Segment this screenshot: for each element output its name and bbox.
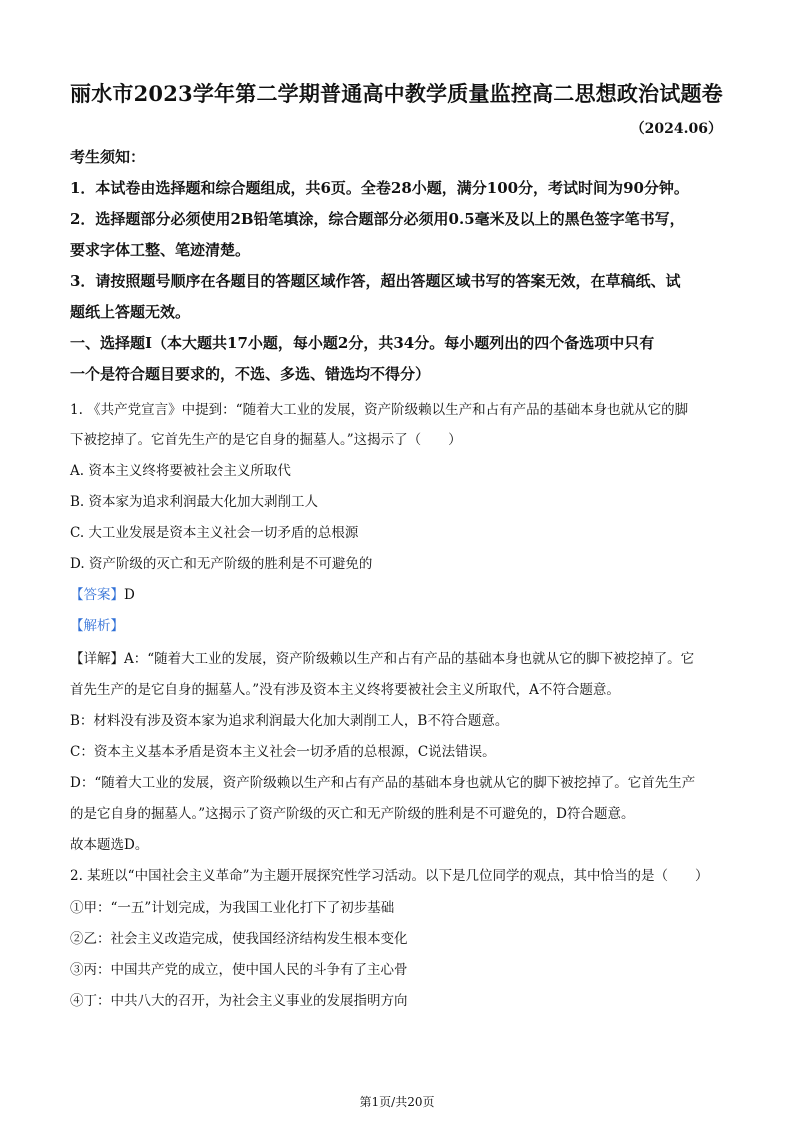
q2-stem: 2. 某班以“中国社会主义革命”为主题开展探究性学习活动。以下是几位同学的观点，其中恰当的是（ ） (70, 868, 709, 884)
q1-stem-line-2: 下被挖掉了。它首先生产的是它自身的掘墓人。”这揭示了（ ） (70, 432, 462, 448)
q1-stem-line-1: 1. 《共产党宣言》中提到：“随着大工业的发展，资产阶级赖以生产和占有产品的基础本身也就从它的脚 (70, 402, 689, 418)
answer-tag: 【答案】 (70, 587, 124, 603)
q1-detail-b: B：材料没有涉及资本家为追求利润最大化加大剥削工人，B不符合题意。 (70, 713, 509, 729)
q1-detail-d-line-2: 的是它自身的掘墓人。”这揭示了资产阶级的灭亡和无产阶级的胜利是不可避免的，D符合题意。 (70, 806, 635, 822)
q1-option-b: B. 资本家为追求利润最大化加大剥削工人 (70, 494, 319, 510)
q1-option-d: D. 资产阶级的灭亡和无产阶级的胜利是不可避免的 (70, 556, 373, 572)
notice-item-3-line-2: 题纸上答题无效。 (70, 303, 191, 321)
q2-item-4: ④丁：中共八大的召开，为社会主义事业的发展指明方向 (70, 993, 408, 1009)
notice-item-3-line-1: 3．请按照题号顺序在各题目的答题区域作答，超出答题区域书写的答案无效，在草稿纸、试 (70, 272, 681, 290)
q1-conclusion: 故本题选D。 (70, 837, 149, 853)
exam-title: 丽水市2023学年第二学期普通高中教学质量监控高二思想政治试题卷 (70, 81, 723, 106)
q2-item-3: ③丙：中国共产党的成立，使中国人民的斗争有了主心骨 (70, 962, 408, 978)
notice-heading: 考生须知： (70, 148, 146, 166)
q1-detail-a-line-1 (70, 647, 730, 667)
answer-value: D (124, 587, 135, 603)
page-indicator: 第1页/共20页 (359, 1095, 435, 1109)
q1-detail-a-line-2: 首先生产的是它自身的掘墓人。”没有涉及资本主义终将要被社会主义所取代，A不符合题意。 (70, 682, 620, 698)
notice-item-2-line-2: 要求字体工整、笔迹清楚。 (70, 241, 251, 259)
exam-date: （2024.06） (630, 121, 722, 137)
q2-item-2: ②乙：社会主义改造完成，使我国经济结构发生根本变化 (70, 931, 408, 947)
q1-option-c: C. 大工业发展是资本主义社会一切矛盾的总根源 (70, 525, 359, 541)
notice-item-2-line-1: 2．选择题部分必须使用2B铅笔填涂，综合题部分必须用0.5毫米及以上的黑色签字笔书写， (70, 210, 685, 228)
section-1-heading-line-1: 一、选择题Ⅰ（本大题共17小题，每小题2分，共34分。每小题列出的四个备选项中只有 (70, 334, 655, 352)
analysis-tag: 【解析】 (70, 618, 124, 634)
section-1-heading-line-2: 一个是符合题目要求的，不选、多选、错选均不得分） (70, 365, 431, 383)
q1-detail-c: C：资本主义基本矛盾是资本主义社会一切矛盾的总根源，C说法错误。 (70, 744, 496, 760)
detail-tag: 【详解】 (70, 651, 124, 667)
q1-option-a: A. 资本主义终将要被社会主义所取代 (70, 463, 291, 479)
q1-answer-row (70, 583, 730, 603)
q1-detail-d-line-1: D：“随着大工业的发展，资产阶级赖以生产和占有产品的基础本身也就从它的脚下被挖掉了。它首先生产 (70, 775, 696, 791)
notice-item-1: 1．本试卷由选择题和综合题组成，共6页。全卷28小题，满分100分，考试时间为90分钟。 (70, 179, 689, 197)
q2-item-1: ①甲：“一五”计划完成，为我国工业化打下了初步基础 (70, 900, 395, 916)
detail-a-text: A：“随着大工业的发展，资产阶级赖以生产和占有产品的基础本身也就从它的脚下被挖掉了。它 (124, 651, 695, 667)
